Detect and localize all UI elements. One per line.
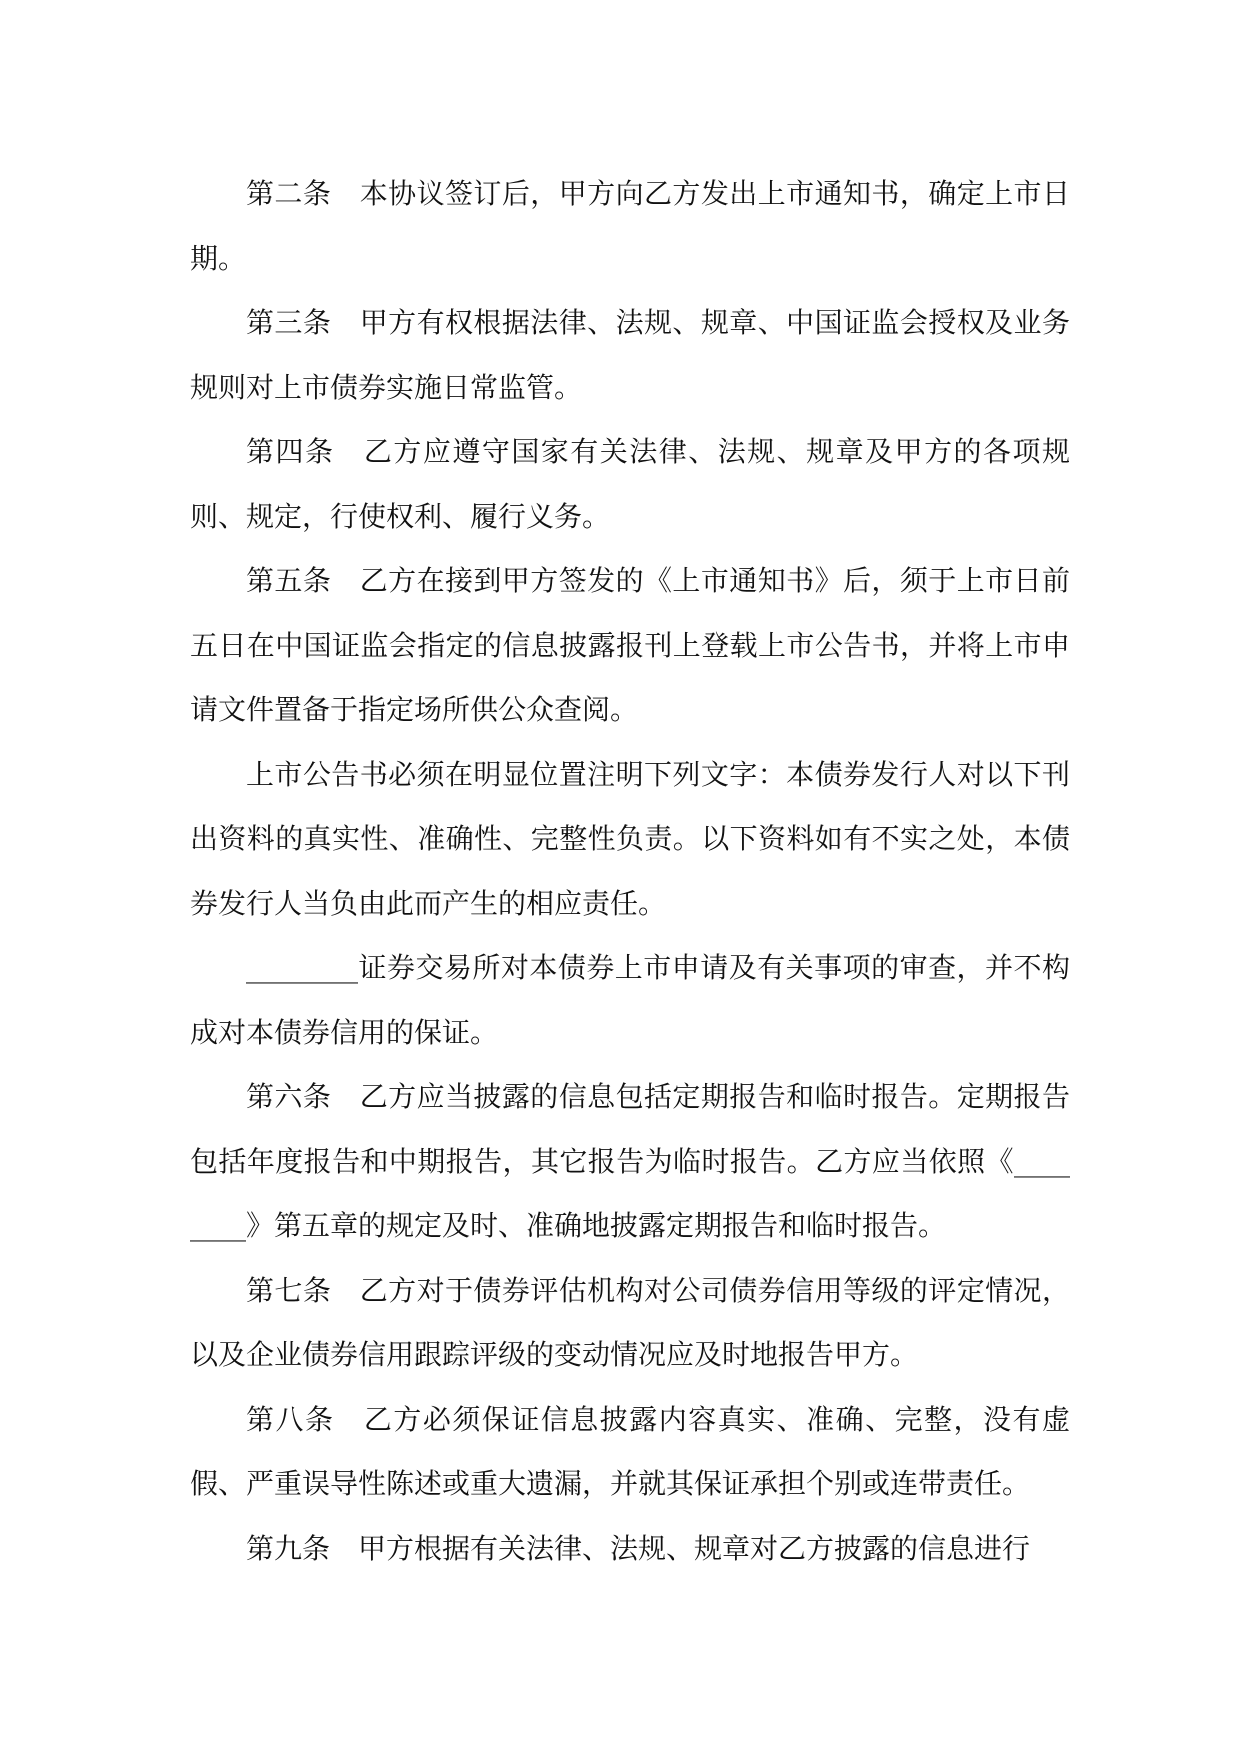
paragraph-announcement-statement: 上市公告书必须在明显位置注明下列文字：本债券发行人对以下刊出资料的真实性、准确性、完整性负责。以下资料如有不实之处，本债券发行人当负由此而产生的相应责任。 — [190, 757, 1070, 920]
paragraph-exchange-disclaimer: ________证券交易所对本债券上市申请及有关事项的审查，并不构成对本债券信用的保证。 — [190, 951, 1070, 1049]
paragraph-article-5: 第五条 乙方在接到甲方签发的《上市通知书》后，须于上市日前五日在中国证监会指定的信息披露报刊上登载上市公告书，并将上市申请文件置备于指定场所供公众查阅。 — [190, 564, 1070, 726]
paragraph-article-2: 第二条 本协议签订后，甲方向乙方发出上市通知书，确定上市日期。 — [190, 177, 1070, 275]
paragraph-article-7: 第七条 乙方对于债券评估机构对公司债券信用等级的评定情况，以及企业债券信用跟踪评级的变动情况应及时地报告甲方。 — [190, 1273, 1070, 1371]
document-body — [190, 162, 1070, 1581]
paragraph-article-3: 第三条 甲方有权根据法律、法规、规章、中国证监会授权及业务规则对上市债券实施日常监管。 — [190, 306, 1070, 404]
paragraph-article-6: 第六条 乙方应当披露的信息包括定期报告和临时报告。定期报告包括年度报告和中期报告，其它报告为临时报告。乙方应当依照《________》第五章的规定及时、准确地披露定期报告和临时报告。 — [190, 1080, 1070, 1242]
paragraph-article-9: 第九条 甲方根据有关法律、法规、规章对乙方披露的信息进行 — [246, 1531, 1031, 1565]
paragraph-article-4: 第四条 乙方应遵守国家有关法律、法规、规章及甲方的各项规则、规定，行使权利、履行义务。 — [190, 435, 1070, 533]
paragraph-article-8: 第八条 乙方必须保证信息披露内容真实、准确、完整，没有虚假、严重误导性陈述或重大遗漏，并就其保证承担个别或连带责任。 — [190, 1402, 1070, 1500]
